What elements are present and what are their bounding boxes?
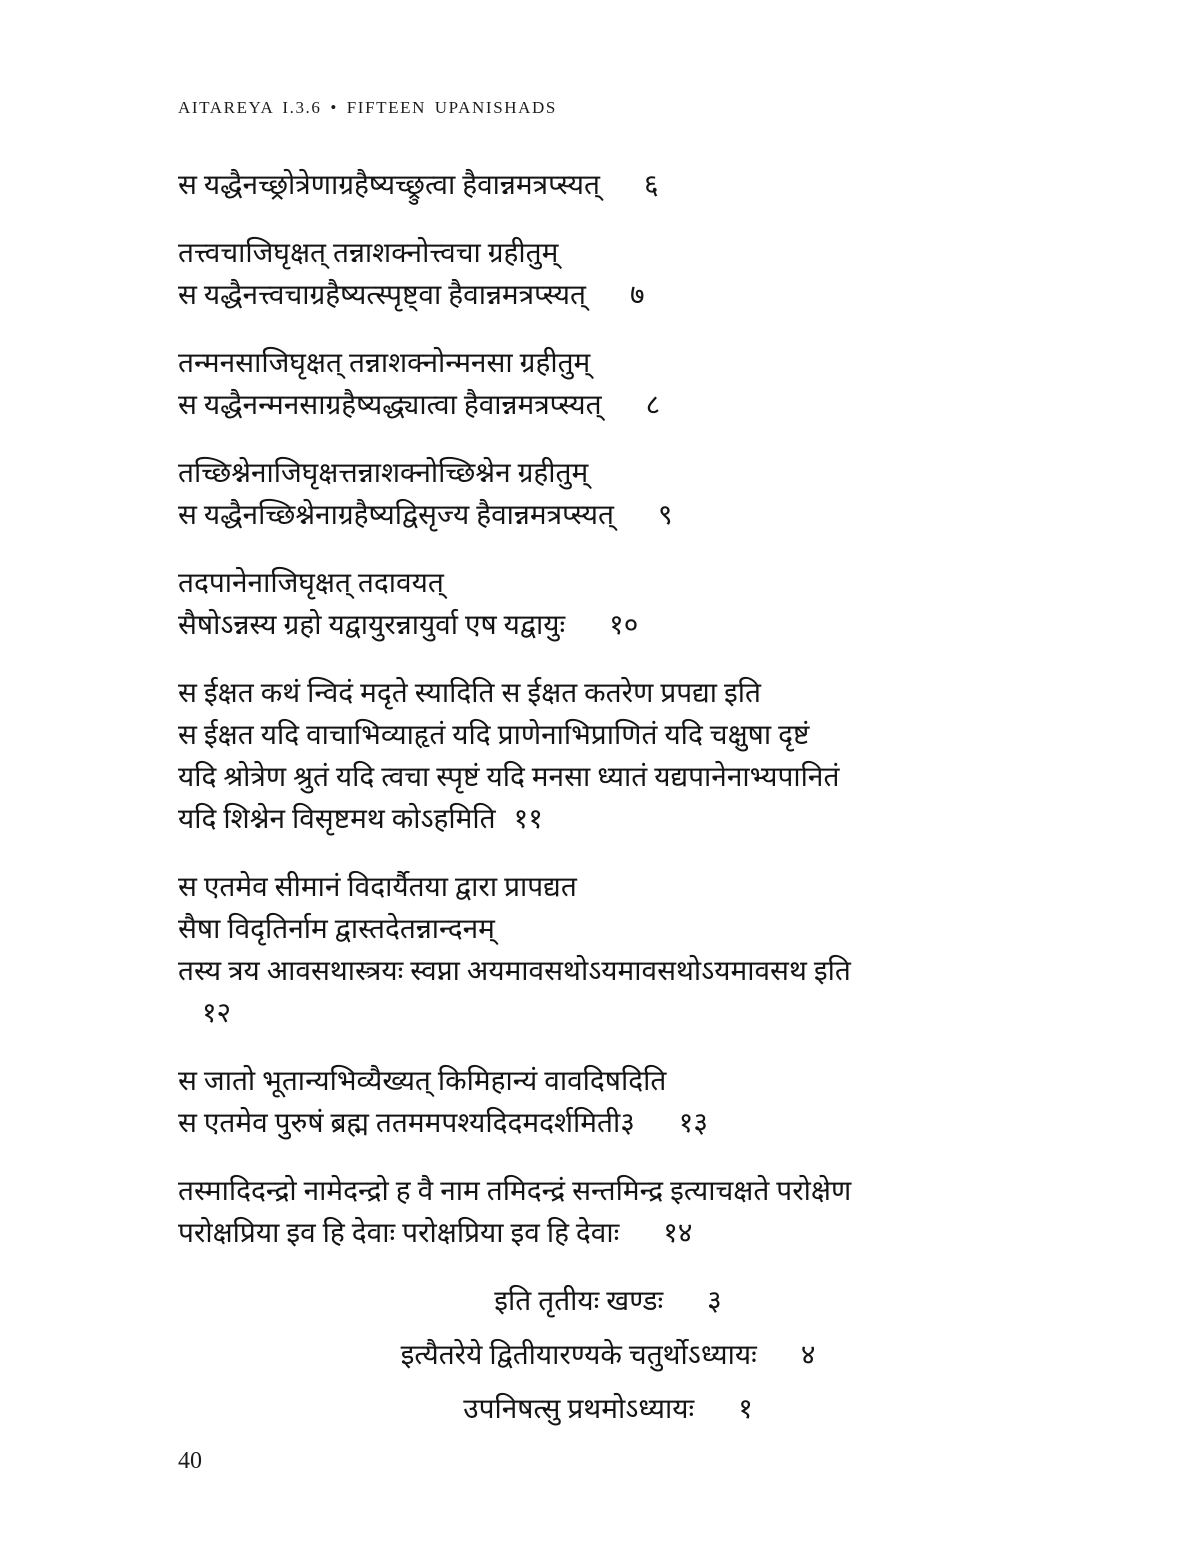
verse-line	[178, 385, 1038, 427]
colophon-line-upanishad	[178, 1389, 1038, 1431]
verse-paragraph-14	[178, 1171, 1038, 1255]
colophon-line-khanda	[178, 1281, 1038, 1323]
verse-line: तन्मनसाजिघृक्षत् तन्नाशक्नोन्मनसा ग्रहीतुम्	[178, 348, 591, 379]
colophon	[178, 1281, 1038, 1431]
verse-text: परोक्षप्रिया इव हि देवाः परोक्षप्रिया इव हि देवाः	[178, 1218, 620, 1249]
page-number: 40	[178, 1448, 202, 1474]
verse-line: तस्य त्रय आवसथास्त्रयः स्वप्ना अयमावसथोऽयमावसथोऽयमावसथ इति	[178, 956, 851, 987]
verse-line	[178, 1213, 1038, 1255]
verse-line: यदि श्रोत्रेण श्रुतं यदि त्वचा स्पृष्टं यदि मनसा ध्यातं यद्यपानेनाभ्यपानितं	[178, 762, 840, 793]
verse-paragraph-9	[178, 453, 1038, 537]
colophon-line-adhyaya	[178, 1335, 1038, 1377]
verse-paragraph-11	[178, 673, 1038, 841]
verse-text: स यद्धैनन्मनसाग्रहैष्यद्ध्यात्वा हैवान्नमत्रप्स्यत्	[178, 390, 602, 421]
verse-number: १३	[678, 1108, 708, 1139]
verse-number: ९	[657, 500, 673, 531]
verse-text: यदि शिश्नेन विसृष्टमथ कोऽहमिति	[178, 804, 496, 835]
colophon-number: ४	[800, 1340, 816, 1371]
verse-paragraph-6	[178, 165, 1038, 207]
verse-number: ११	[513, 804, 543, 835]
colophon-text: उपनिषत्सु प्रथमोऽध्यायः	[463, 1394, 695, 1425]
verse-line: तत्त्वचाजिघृक्षत् तन्नाशक्नोत्त्वचा ग्रहीतुम्	[178, 238, 559, 269]
verse-number: ७	[630, 280, 645, 311]
verse-line	[178, 165, 1038, 207]
verse-paragraph-12	[178, 867, 1038, 1035]
verse-number: ८	[645, 390, 661, 421]
verse-number: १४	[663, 1218, 693, 1249]
verse-line: तच्छिश्नेनाजिघृक्षत्तन्नाशक्नोच्छिश्नेन ग्रहीतुम्	[178, 458, 589, 489]
verse-paragraph-8	[178, 343, 1038, 427]
verse-line	[178, 605, 1038, 647]
verse-paragraph-13	[178, 1061, 1038, 1145]
colophon-number: ३	[707, 1286, 722, 1317]
verse-line: स जातो भूतान्यभिव्यैख्यत् किमिहान्यं वावदिषदिति	[178, 1066, 667, 1097]
verse-line: स ईक्षत यदि वाचाभिव्याहृतं यदि प्राणेनाभिप्राणितं यदि चक्षुषा दृष्टं	[178, 720, 810, 751]
running-header: AITAREYA I.3.6 • FIFTEEN UPANISHADS	[178, 98, 557, 117]
verse-line: तदपानेनाजिघृक्षत् तदावयत्	[178, 568, 444, 599]
verse-text-block	[178, 165, 1038, 1443]
verse-text: स एतमेव पुरुषं ब्रह्म ततममपश्यदिदमदर्शमिती३	[178, 1108, 635, 1139]
verse-paragraph-10	[178, 563, 1038, 647]
verse-number: १२	[202, 998, 232, 1029]
verse-text: सैषोऽन्नस्य ग्रहो यद्वायुरन्नायुर्वा एष यद्वायुः	[178, 610, 566, 641]
verse-number: ६	[643, 170, 659, 201]
verse-number-line	[178, 993, 1038, 1035]
colophon-text: इत्यैतरेये द्वितीयारण्यके चतुर्थोऽध्यायः	[400, 1340, 757, 1371]
verse-paragraph-7	[178, 233, 1038, 317]
verse-line	[178, 495, 1038, 537]
verse-number: १०	[609, 610, 639, 641]
verse-text: स यद्धैनत्त्वचाग्रहैष्यत्स्पृष्ट्वा हैवान्नमत्रप्स्यत्	[178, 280, 586, 311]
verse-line	[178, 1103, 1038, 1145]
verse-line: स ईक्षत कथं न्विदं मदृते स्यादिति स ईक्षत कतरेण प्रपद्या इति	[178, 678, 762, 709]
verse-line: स एतमेव सीमानं विदार्यैतया द्वारा प्रापद्यत	[178, 872, 577, 903]
verse-line	[178, 799, 1038, 841]
colophon-number: १	[738, 1394, 753, 1425]
verse-text: स यद्धैनच्छिश्नेनाग्रहैष्यद्विसृज्य हैवान्नमत्रप्स्यत्	[178, 500, 614, 531]
verse-line: तस्मादिदन्द्रो नामेदन्द्रो ह वै नाम तमिदन्द्रं सन्तमिन्द्र इत्याचक्षते परोक्षेण	[178, 1176, 852, 1207]
colophon-text: इति तृतीयः खण्डः	[494, 1286, 664, 1317]
verse-line: सैषा विदृतिर्नाम द्वास्तदेतन्नान्दनम्	[178, 914, 495, 945]
verse-line	[178, 275, 1038, 317]
verse-text: स यद्धैनच्छ्रोत्रेणाग्रहैष्यच्छ्रुत्वा हैवान्नमत्रप्स्यत्	[178, 170, 600, 201]
